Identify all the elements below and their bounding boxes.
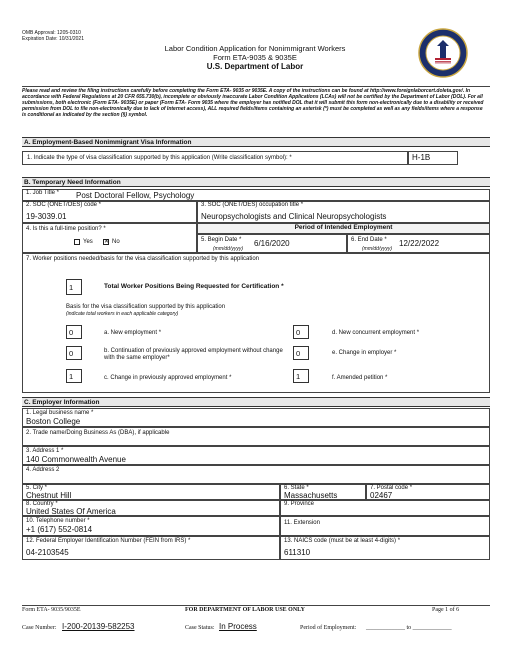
end-date-hint: (mm/dd/yyyy) (362, 246, 392, 252)
continuation-field[interactable]: 0 (66, 346, 82, 360)
change-previous-label: c. Change in previously approved employment * (104, 375, 232, 381)
footer-form-number: Form ETA- 9035/9035E (22, 607, 81, 613)
full-time-label: 4. Is this a full-time position? * (26, 226, 106, 232)
begin-date-hint: (mm/dd/yyyy) (213, 246, 243, 252)
begin-date-label: 5. Begin Date * (201, 237, 242, 243)
country-label: 8. Country * (26, 501, 58, 507)
soc-title-value: Neuropsychologists and Clinical Neuropsychologists (201, 212, 387, 221)
full-time-yes-checkbox[interactable] (74, 239, 80, 245)
form-number: Form ETA-9035 & 9035E (213, 53, 297, 62)
section-c-header: C. Employer Information (22, 397, 490, 407)
case-number-label: Case Number: (22, 625, 57, 631)
case-number-value: I-200-20139-582253 (62, 622, 135, 631)
city-label: 5. City * (26, 485, 48, 491)
state-value: Massachusetts (284, 491, 338, 500)
address2-label: 4. Address 2 (26, 467, 60, 473)
soc-code-label: 2. SOC (ONET/OES) code * (26, 202, 102, 208)
period-employment-label: Period of Employment: (300, 625, 357, 631)
period-employment-blank: _____________ to _____________ (366, 625, 452, 631)
province-label: 9. Province (284, 501, 315, 507)
amended-petition-field[interactable]: 1 (293, 369, 309, 383)
concurrent-employment-field[interactable]: 0 (293, 325, 309, 339)
fein-label: 12. Federal Employer Identification Number (FEIN from IRS) * (26, 538, 191, 544)
change-employer-field[interactable]: 0 (293, 346, 309, 360)
section-a-header: A. Employment-Based Nonimmigrant Visa Information (22, 137, 490, 147)
amended-petition-label: f. Amended petition * (332, 375, 388, 381)
change-employer-label: e. Change in employer * (332, 350, 397, 356)
business-name-value: Boston College (26, 417, 81, 426)
change-previous-field[interactable]: 1 (66, 369, 82, 383)
full-time-no-label: No (112, 239, 120, 245)
city-value: Chestnut Hill (26, 491, 72, 500)
total-positions-label: Total Worker Positions Being Requested for Certification * (104, 283, 284, 290)
dba-label: 2. Trade name/Doing Business As (DBA), if applicable (26, 430, 170, 436)
begin-date-value: 6/16/2020 (254, 239, 290, 248)
naics-value: 611310 (284, 548, 311, 557)
section-b-header: B. Temporary Need Information (22, 177, 490, 187)
new-employment-label: a. New employment * (104, 330, 162, 336)
dol-seal-icon (418, 28, 468, 78)
full-time-yes-label: Yes (83, 239, 93, 245)
period-of-employment-title: Period of Intended Employment (294, 224, 393, 231)
address1-value: 140 Commonwealth Avenue (26, 455, 126, 464)
telephone-value: +1 (617) 552-0814 (26, 525, 93, 534)
soc-code-value: 19-3039.01 (26, 212, 67, 221)
basis-hint: (indicate total workers in each applicable category) (66, 311, 179, 317)
instructions-text: Please read and review the filing instructions carefully before completing the Form ETA- 9035 or 9035E. A copy of the instructions can be found at http://www.foreignlaborcert.doleta.gov/. In accordance with Federal Regulations at 20 CFR 655.730(b), incomplete or obviously inaccurate Labor Condition Applications (LCAs) will not be certified by the Department of Labor (DOL). For all submissions, both electronic (Form ETA- 9035E) or paper (Form ETA- Form 9035 where the employer has notified DOL that it will submit this form non-electronically due to a disability or received permission from DOL to file non-electronically due to lack of Internet access), ALL required fields/items containing an asterisk (*) must be completed as well as any fields/items where a response is conditional as indicated by the section (§) symbol. (22, 88, 484, 118)
case-status-label: Case Status: (185, 625, 215, 631)
full-time-no-checkbox[interactable]: ✕ (104, 239, 110, 245)
naics-label: 13. NAICS code (must be at least 4-digits) * (284, 538, 401, 544)
concurrent-employment-label: d. New concurrent employment * (332, 330, 420, 336)
worker-positions-label: 7. Worker positions needed/basis for the visa classification supported by this application (26, 256, 260, 262)
job-title-label: 1. Job Title * (26, 190, 60, 196)
department-title: U.S. Department of Labor (206, 62, 304, 71)
fein-value: 04-2103545 (26, 548, 69, 557)
visa-classification-value: H-1B (412, 153, 431, 162)
new-employment-field[interactable]: 0 (66, 325, 82, 339)
postal-code-value: 02467 (370, 491, 393, 500)
basis-label: Basis for the visa classification supported by this application (66, 304, 226, 310)
job-title-value: Post Doctoral Fellow, Psychology (76, 191, 195, 200)
address2-field[interactable] (22, 465, 490, 484)
form-title: Labor Condition Application for Nonimmigrant Workers (164, 44, 346, 53)
state-label: 6. State * (284, 485, 309, 491)
end-date-value: 12/22/2022 (399, 239, 440, 248)
soc-title-label: 3. SOC (ONET/OES) occupation title * (201, 202, 304, 208)
business-name-label: 1. Legal business name * (26, 410, 94, 416)
country-value: United States Of America (26, 507, 116, 516)
continuation-label: b. Continuation of previously approved employment without change with the same employer* (104, 348, 283, 361)
visa-classification-label: 1. Indicate the type of visa classification supported by this application (Write classification symbol): * (27, 155, 292, 161)
expiration-date: Expiration Date: 10/31/2021 (22, 36, 84, 42)
footer-page-number: Page 1 of 6 (432, 607, 460, 613)
omb-approval: OMB Approval: 1205-0310 (22, 30, 81, 36)
address1-label: 3. Address 1 * (26, 448, 64, 454)
extension-label: 11. Extension (284, 520, 320, 526)
total-positions-field[interactable]: 1 (66, 279, 82, 295)
end-date-label: 6. End Date * (351, 237, 387, 243)
case-status-value: In Process (219, 622, 257, 631)
telephone-label: 10. Telephone number * (26, 518, 90, 524)
footer-dol-use: FOR DEPARTMENT OF LABOR USE ONLY (185, 607, 305, 613)
postal-code-label: 7. Postal code * (370, 485, 413, 491)
